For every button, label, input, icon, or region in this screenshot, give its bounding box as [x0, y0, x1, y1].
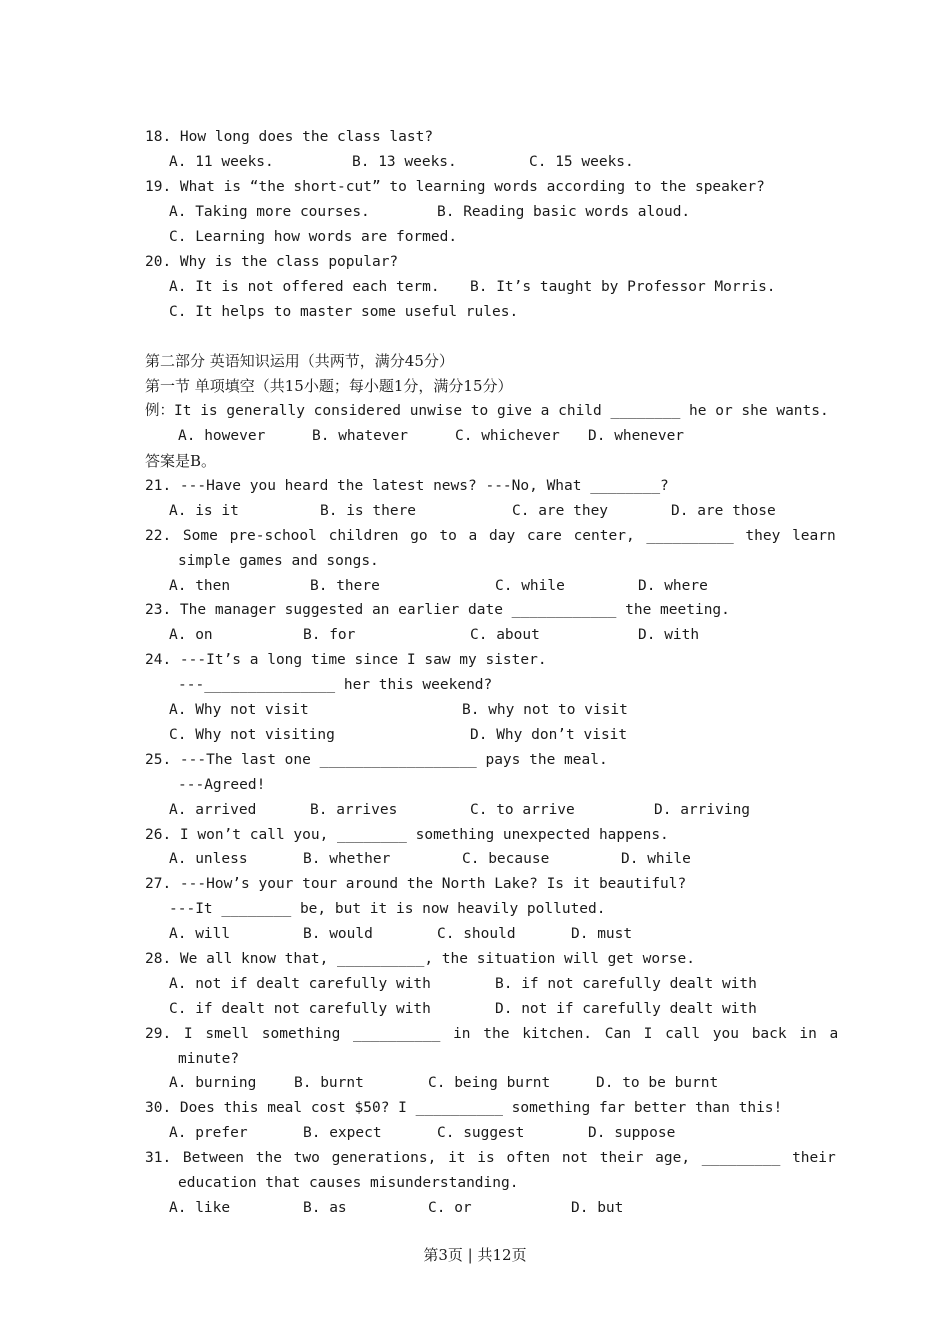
q27-option-c: C. should [437, 926, 516, 942]
q26-stem: 26. I won’t call you, ________ something unexpected happens. [145, 827, 669, 843]
q29-option-b: B. burnt [294, 1075, 364, 1091]
q25-option-b: B. arrives [310, 802, 398, 818]
q31-option-a: A. like [169, 1200, 231, 1216]
example-option-b: B. whatever [312, 428, 409, 444]
q29-stem-line1: 29. I smell something __________ in the kitchen. Can I call you back in a [145, 1026, 839, 1042]
q22-option-a: A. then [169, 578, 231, 594]
q27-stem-line2: ---It ________ be, but it is now heavily polluted. [169, 901, 606, 917]
q21-option-c: C. are they [512, 503, 609, 519]
q27-option-d: D. must [571, 926, 633, 942]
q29-option-a: A. burning [169, 1075, 257, 1091]
q28-option-d: D. not if carefully dealt with [495, 1001, 757, 1017]
q28-option-c: C. if dealt not carefully with [169, 1001, 431, 1017]
q26-option-a: A. unless [169, 851, 248, 867]
q19-option-a: A. Taking more courses. [169, 204, 370, 220]
q25-option-a: A. arrived [169, 802, 257, 818]
q26-option-d: D. while [621, 851, 691, 867]
q23-stem: 23. The manager suggested an earlier date ____________ the meeting. [145, 602, 730, 618]
q24-stem-line2: ---_______________ her this weekend? [178, 677, 493, 693]
q23-option-b: B. for [303, 627, 356, 643]
q24-option-c: C. Why not visiting [169, 727, 335, 743]
q27-option-b: B. would [303, 926, 373, 942]
q30-option-c: C. suggest [437, 1125, 525, 1141]
q27-option-a: A. will [169, 926, 231, 942]
q24-stem-line1: 24. ---It’s a long time since I saw my sister. [145, 652, 547, 668]
q26-option-c: C. because [462, 851, 550, 867]
page-footer: 第3页 | 共12页 [423, 1246, 527, 1264]
q28-option-a: A. not if dealt carefully with [169, 976, 431, 992]
q31-stem-line2: education that causes misunderstanding. [178, 1175, 519, 1191]
q18-option-a: A. 11 weeks. [169, 154, 274, 170]
q21-option-b: B. is there [320, 503, 417, 519]
q31-option-c: C. or [428, 1200, 472, 1216]
q29-stem-line2: minute? [178, 1051, 240, 1067]
q27-stem-line1: 27. ---How’s your tour around the North Lake? Is it beautiful? [145, 876, 687, 892]
q18-stem: 18. How long does the class last? [145, 129, 434, 145]
part2-title: 第二部分 英语知识运用（共两节，满分45分） [145, 352, 454, 370]
q28-stem: 28. We all know that, __________, the situation will get worse. [145, 951, 695, 967]
example-option-d: D. whenever [588, 428, 685, 444]
q28-option-b: B. if not carefully dealt with [495, 976, 757, 992]
q30-option-a: A. prefer [169, 1125, 248, 1141]
q22-option-c: C. while [495, 578, 565, 594]
q22-stem-line2: simple games and songs. [178, 553, 379, 569]
q30-option-d: D. suppose [588, 1125, 676, 1141]
q18-option-c: C. 15 weeks. [529, 154, 634, 170]
example-answer: 答案是B。 [145, 452, 217, 470]
q21-option-d: D. are those [671, 503, 776, 519]
q24-option-b: B. why not to visit [462, 702, 628, 718]
q23-option-a: A. on [169, 627, 213, 643]
q18-option-b: B. 13 weeks. [352, 154, 457, 170]
q30-option-b: B. expect [303, 1125, 382, 1141]
q29-option-d: D. to be burnt [596, 1075, 719, 1091]
q19-option-c: C. Learning how words are formed. [169, 229, 458, 245]
q19-option-b: B. Reading basic words aloud. [437, 204, 691, 220]
q29-option-c: C. being burnt [428, 1075, 551, 1091]
q22-option-d: D. where [638, 578, 708, 594]
q31-option-b: B. as [303, 1200, 347, 1216]
q24-option-a: A. Why not visit [169, 702, 309, 718]
q21-option-a: A. is it [169, 503, 239, 519]
q31-stem-line1: 31. Between the two generations, it is often not their age, _________ their [145, 1150, 836, 1166]
q20-option-b: B. It’s taught by Professor Morris. [470, 279, 776, 295]
q26-option-b: B. whether [303, 851, 391, 867]
q20-option-a: A. It is not offered each term. [169, 279, 440, 295]
q20-option-c: C. It helps to master some useful rules. [169, 304, 519, 320]
q25-stem-line2: ---Agreed! [178, 777, 266, 793]
q22-stem-line1: 22. Some pre-school children go to a day care center, __________ they learn [145, 528, 836, 544]
q23-option-d: D. with [638, 627, 700, 643]
q20-stem: 20. Why is the class popular? [145, 254, 399, 270]
q31-option-d: D. but [571, 1200, 624, 1216]
section1-title: 第一节 单项填空（共15小题；每小题1分，满分15分） [145, 377, 513, 395]
q19-stem: 19. What is “the short-cut” to learning words according to the speaker? [145, 179, 765, 195]
example-stem: 例：It is generally considered unwise to give a child ________ he or she wants. [145, 403, 829, 419]
q22-option-b: B. there [310, 578, 380, 594]
q30-stem: 30. Does this meal cost $50? I __________ something far better than this! [145, 1100, 783, 1116]
q21-stem: 21. ---Have you heard the latest news? ---No, What ________? [145, 478, 669, 494]
q25-stem-line1: 25. ---The last one __________________ pays the meal. [145, 752, 608, 768]
example-option-c: C. whichever [455, 428, 560, 444]
q23-option-c: C. about [470, 627, 540, 643]
q25-option-d: D. arriving [654, 802, 751, 818]
q25-option-c: C. to arrive [470, 802, 575, 818]
q24-option-d: D. Why don’t visit [470, 727, 628, 743]
example-option-a: A. however [178, 428, 266, 444]
